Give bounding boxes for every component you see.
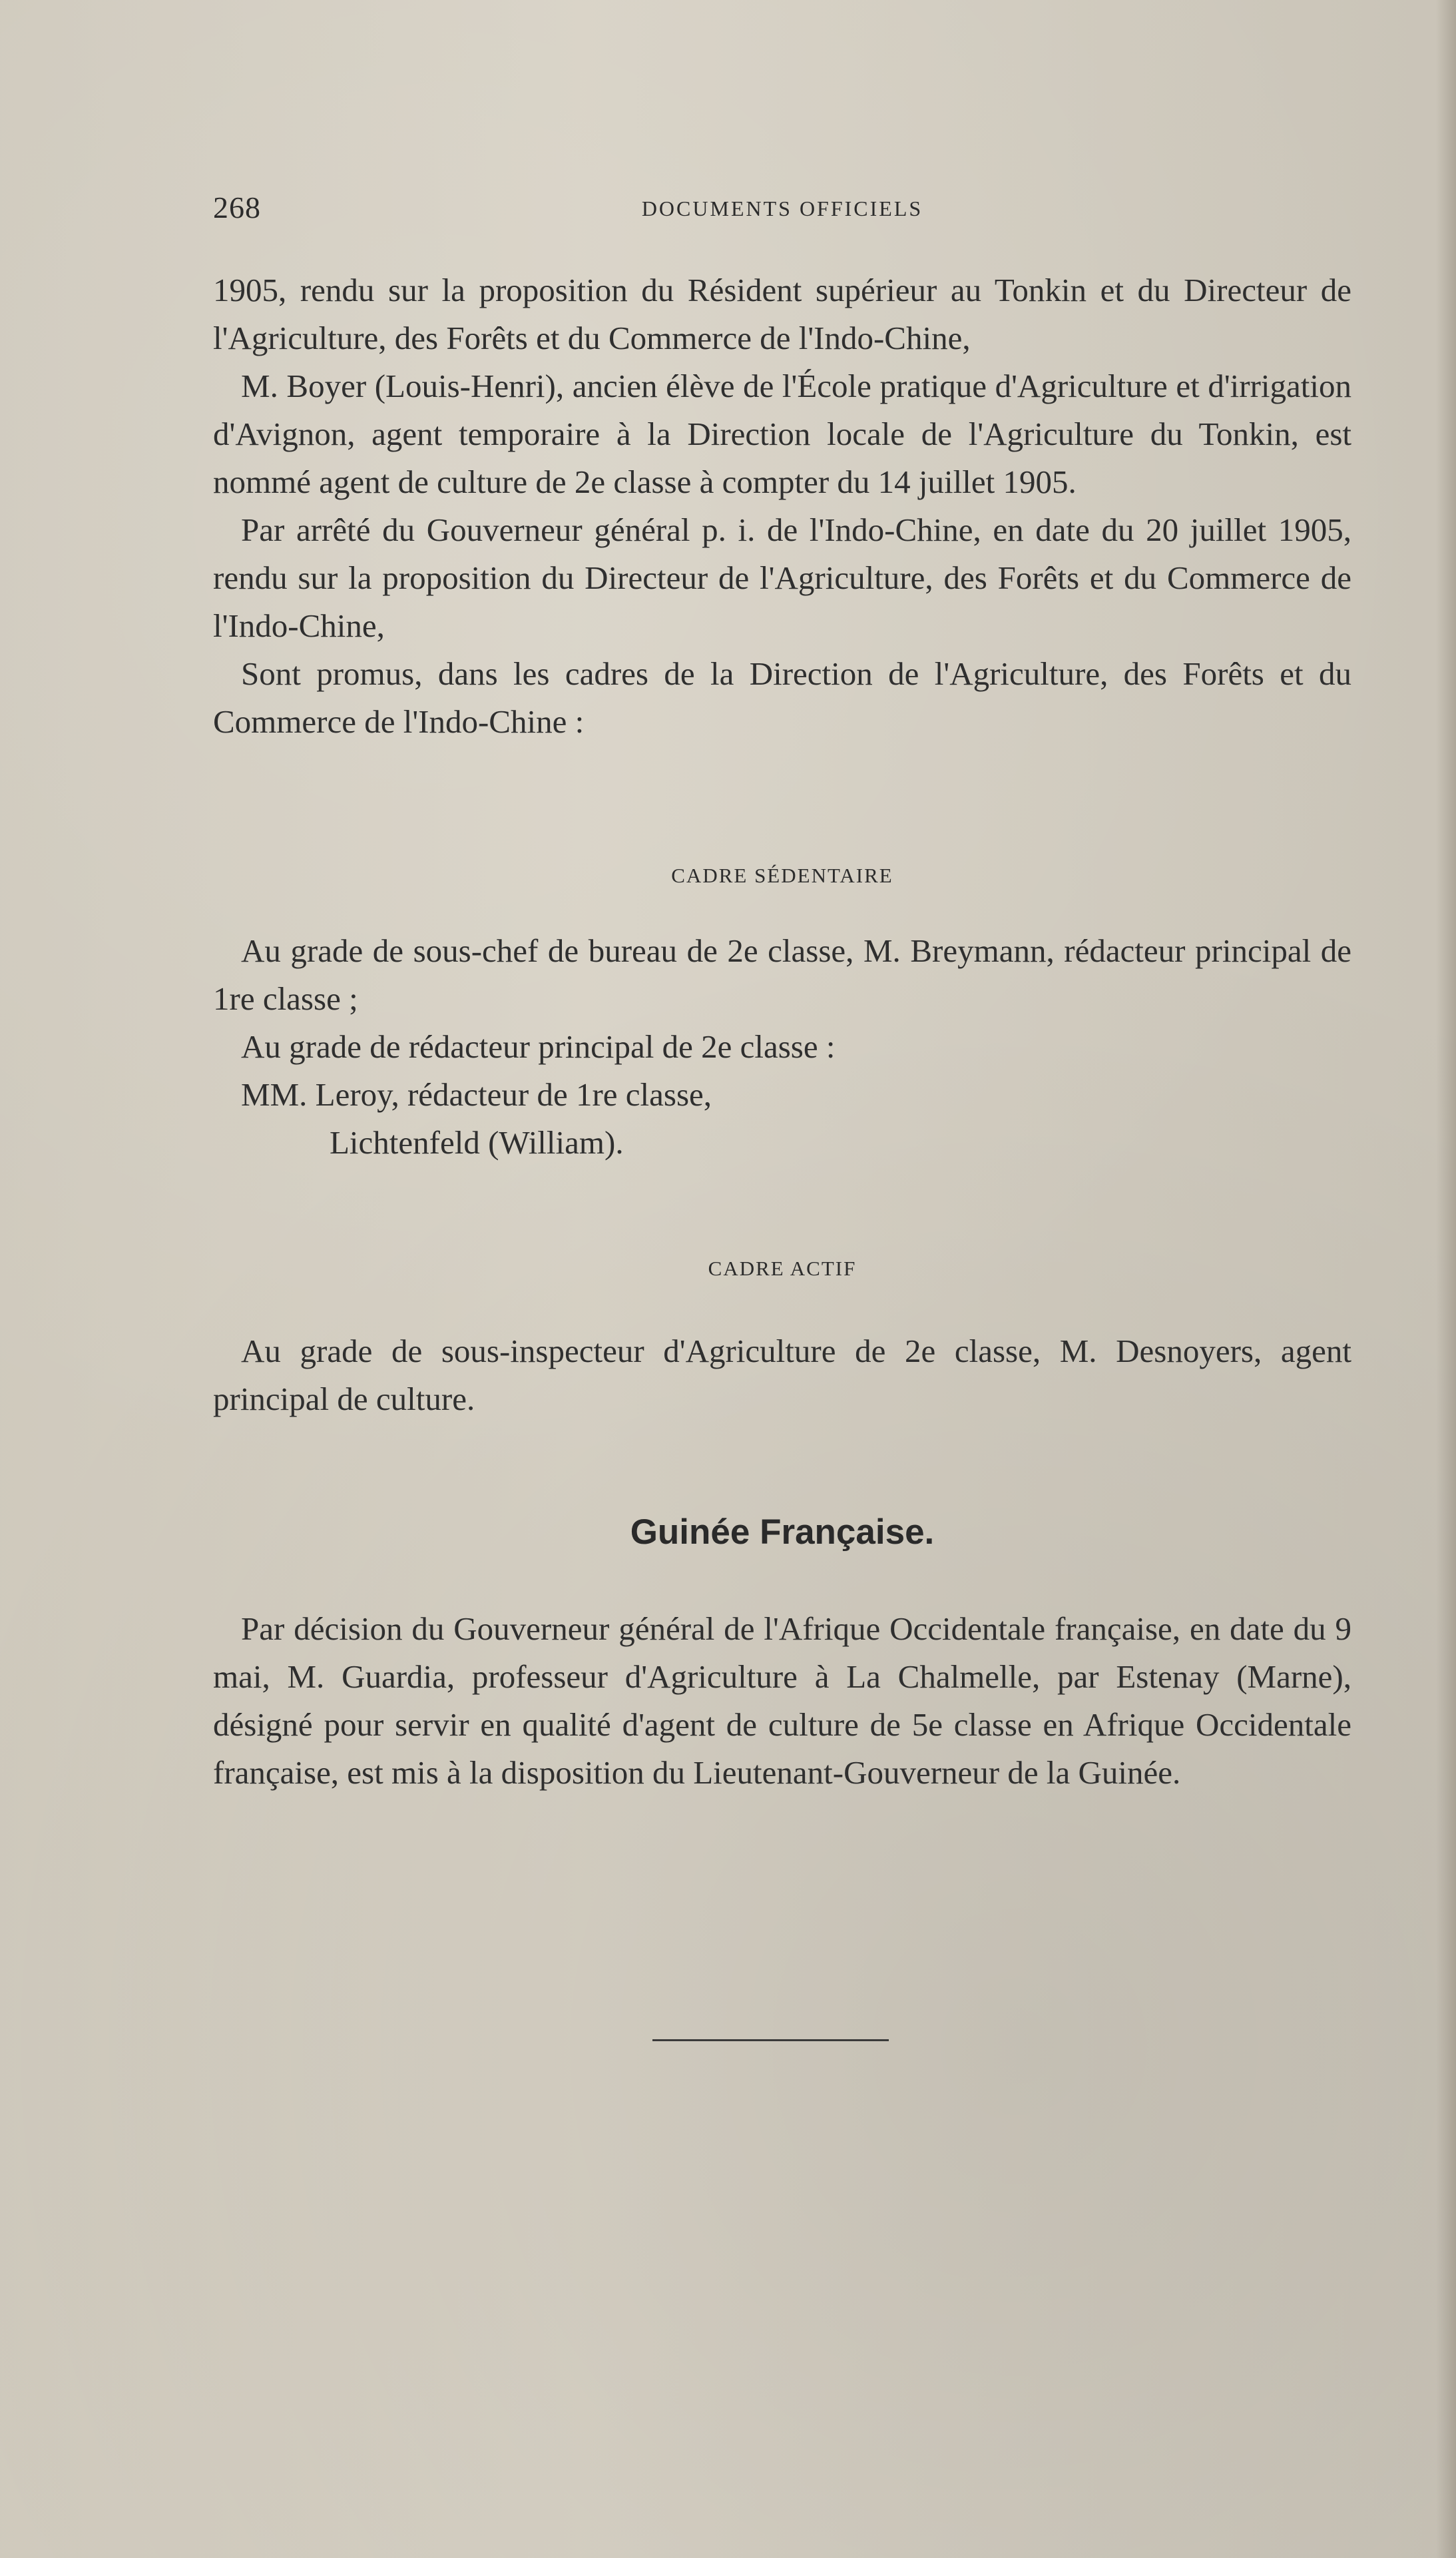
actif-line-desnoyers: Au grade de sous-inspecteur d'Agriculture de 2e classe, M. Desnoyers, agent principal de culture. [213, 1333, 1351, 1417]
paragraph-continuation: 1905, rendu sur la proposition du Résident supérieur au Tonkin et du Directeur de l'Agriculture, des Forêts et du Commerce de l'Indo-Chine, [213, 272, 1351, 356]
paragraph-sont-promus: Sont promus, dans les cadres de la Direction de l'Agriculture, des Forêts et du Commerce de l'Indo-Chine : [213, 655, 1351, 740]
sedentaire-line-breymann: Au grade de sous-chef de bureau de 2e classe, M. Breymann, rédacteur principal de 1re classe ; [213, 932, 1351, 1017]
sedentaire-line-leroy: MM. Leroy, rédacteur de 1re classe, [241, 1076, 712, 1113]
sedentaire-line-grade: Au grade de rédacteur principal de 2e classe : [241, 1028, 836, 1065]
end-rule [652, 2039, 889, 2041]
cadre-actif-paragraph [213, 1327, 1351, 1423]
page-header [213, 190, 1351, 230]
guinee-paragraph [213, 1605, 1351, 1797]
page-edge-shadow [1436, 0, 1456, 2558]
section-heading-cadre-sedentaire: CADRE SÉDENTAIRE [671, 864, 893, 887]
sedentaire-line-lichtenfeld: Lichtenfeld (William). [330, 1124, 624, 1161]
cadre-sedentaire-list [213, 927, 1351, 1167]
section-title-guinee: Guinée Française. [630, 1512, 935, 1552]
paragraph-arrete: Par arrêté du Gouverneur général p. i. de l'Indo-Chine, en date du 20 juillet 1905, rendu sur la proposition du Directeur de l'Agriculture, des Forêts et du Commerce de l'Indo-Chine, [213, 511, 1351, 644]
page-number: 268 [213, 190, 261, 224]
running-head: DOCUMENTS OFFICIELS [641, 196, 923, 220]
paragraph-boyer: M. Boyer (Louis-Henri), ancien élève de l'École pratique d'Agriculture et d'irrigation d'Avignon, agent temporaire à la Direction locale de l'Agriculture du Tonkin, est nommé agent de culture de 2e classe à compter du 14 juillet 1905. [213, 368, 1351, 500]
guinee-decision-text: Par décision du Gouverneur général de l'Afrique Occidentale française, en date du 9 mai, M. Guardia, professeur d'Agriculture à La Chalmelle, par Estenay (Marne), désigné pour servir en qualité d'agent de culture de 5e classe en Afrique Occidentale française, est mis à la disposition du Lieutenant-Gouverneur de la Guinée. [213, 1610, 1351, 1791]
opening-paragraphs [213, 266, 1351, 746]
section-heading-cadre-actif: CADRE ACTIF [708, 1257, 857, 1280]
